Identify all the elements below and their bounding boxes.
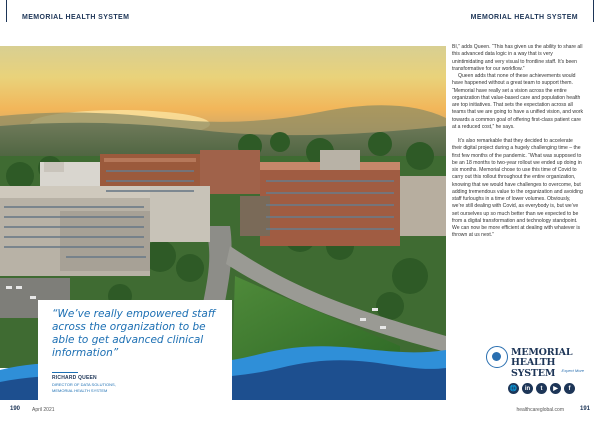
twitter-icon[interactable]: t — [536, 383, 547, 394]
issue-date: April 2021 — [32, 407, 55, 413]
left-header-title: MEMORIAL HEALTH SYSTEM — [22, 14, 130, 21]
globe-icon[interactable]: 🌐 — [508, 383, 519, 394]
right-header-title: MEMORIAL HEALTH SYSTEM — [470, 14, 578, 21]
logo-tagline: Expect More — [561, 368, 584, 373]
linkedin-icon[interactable]: in — [522, 383, 533, 394]
quote-author-name: RICHARD QUEEN — [52, 375, 97, 381]
logo-emblem-icon — [486, 346, 508, 368]
quote-divider — [52, 372, 78, 373]
body-paragraph: Queen adds that none of these achievements would have happened without a great team to support them. “Memorial have really set a vision across the entire organization that value-based care and population health are top initiatives. That sets the expectation across all teams that we are going to have a unified vision, and work towards a common goal of offering first-class patient care at a reduced cost,” he says. — [452, 73, 584, 130]
body-paragraph: It’s also remarkable that they decided to accelerate their digital project during a hugely challenging time – the first few months of the pandemic. “What was supposed to be an 18 months to two-year rollout we ended up doing in six months. Memorial chose to use this time of Covid to carry out this rollout throughout the entire organization, knowing that we would have challenges to overcome, but adding tremendous value to the organization and avoiding staff furloughs in a time of lower volumes. Obviously, we’re still dealing with Covid, as everybody is, but we’ve set ourselves up so much better than we expected to be from a digital transformation and technology standpoint. We can now be more efficient at dealing with whatever is thrown at us next.” — [452, 138, 583, 239]
youtube-icon[interactable]: ▶ — [550, 383, 561, 394]
right-page-header — [300, 0, 600, 24]
logo-line1: MEMORIAL — [511, 347, 573, 358]
header-rule — [593, 0, 594, 22]
page-number-left: 190 — [10, 406, 21, 412]
website-url[interactable]: healthcareglobal.com — [516, 407, 564, 413]
header-rule — [6, 0, 7, 22]
pull-quote — [38, 300, 232, 400]
quote-author-title: DIRECTOR OF DATA SOLUTIONS, — [52, 382, 116, 387]
article-body-column — [452, 44, 584, 240]
left-page-header — [0, 0, 300, 24]
body-paragraph: BI,” adds Queen. “This has given us the ability to share all this advanced data logic in a way that is very unintimidating and very visual to frontline staff. It’s been transformative for our workflow.” — [452, 44, 583, 72]
social-links — [508, 383, 588, 395]
memorial-logo — [486, 344, 586, 379]
page-number-right: 191 — [579, 406, 590, 412]
quote-text: “We’ve really empowered staff across the organization to be able to get advanced clinical information” — [52, 308, 216, 359]
logo-line2: HEALTH SYSTEM — [511, 357, 556, 379]
facebook-icon[interactable]: f — [564, 383, 575, 394]
quote-author-org: MEMORIAL HEALTH SYSTEM — [52, 388, 108, 393]
